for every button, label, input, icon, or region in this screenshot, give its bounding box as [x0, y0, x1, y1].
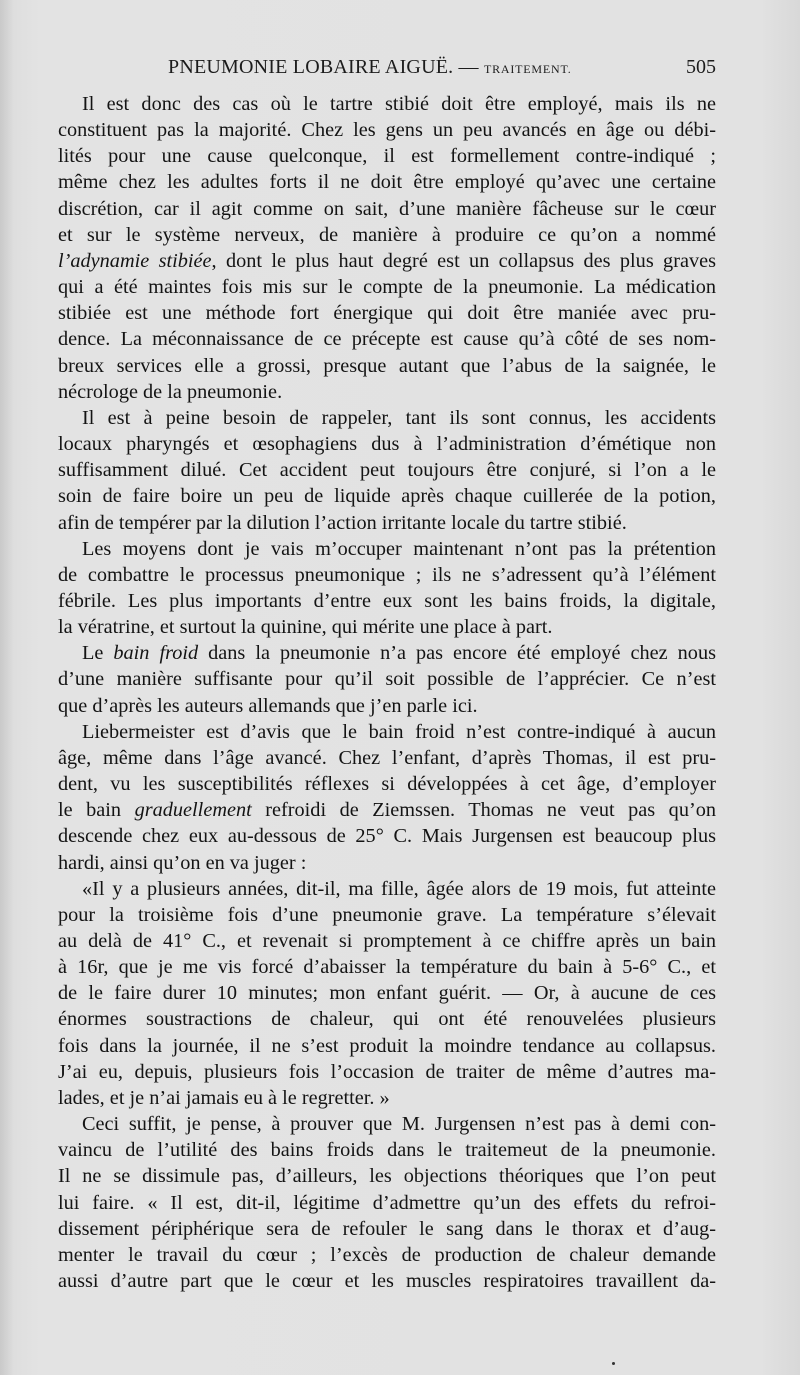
- text-line: nécrologe de la pneumonie.: [58, 380, 283, 403]
- paragraph: [34, 405, 716, 536]
- text-line: soin de faire boire un peu de liquide après chaque cuillerée de la potion,: [58, 485, 716, 508]
- text-line: à 16r, que je me vis forcé d’abaisser la température du bain à 5-6° C., et: [58, 956, 716, 979]
- text-line: J’ai eu, depuis, plusieurs fois l’occasion de traiter de même d’autres ma-: [58, 1060, 716, 1083]
- text-line: afin de tempérer par la dilution l’action irritante locale du tartre stibié.: [58, 511, 627, 534]
- text-line: discrétion, car il agit comme on sait, d’une manière fâcheuse sur le cœur: [58, 197, 716, 220]
- text-line: «Il y a plusieurs années, dit-il, ma fille, âgée alors de 19 mois, fut atteinte: [82, 877, 716, 900]
- text-line: lités pour une cause quelconque, il est formellement contre-indiqué ;: [58, 145, 716, 168]
- text-line: et sur le système nerveux, de manière à produire ce qu’on a nommé: [58, 223, 716, 246]
- text-line: la vératrine, et surtout la quinine, qui mérite une place à part.: [58, 616, 553, 639]
- text-line: menter le travail du cœur ; l’excès de production de chaleur demande: [58, 1243, 716, 1266]
- text-line: locaux pharyngés et œsophagiens dus à l’administration d’émétique non: [58, 433, 716, 456]
- text-line: Le bain froid dans la pneumonie n’a pas encore été employé chez nous: [82, 642, 716, 665]
- running-title: [168, 56, 572, 79]
- text-line: Les moyens dont je vais m’occuper maintenant n’ont pas la prétention: [82, 537, 716, 560]
- text-line: Il ne se dissimule pas, d’ailleurs, les objections théoriques que l’on peut: [58, 1165, 716, 1188]
- print-speck: [612, 1362, 615, 1365]
- text-line: dent, vu les susceptibilités réflexes si développées à cet âge, d’employer: [58, 773, 716, 796]
- text-line: lades, et je n’ai jamais eu à le regretter. »: [58, 1086, 390, 1109]
- text-line: Ceci suffit, je pense, à prouver que M. Jurgensen n’est pas à demi con-: [82, 1113, 716, 1136]
- text-line: constituent pas la majorité. Chez les gens un peu avancés en âge ou débi-: [58, 119, 716, 142]
- text-line: descende chez eux au-dessous de 25° C. Mais Jurgensen est beaucoup plus: [58, 825, 716, 848]
- paragraph: [34, 876, 716, 1111]
- text-line: que d’après les auteurs allemands que j’en parle ici.: [58, 694, 478, 717]
- text-line: énormes soustractions de chaleur, qui ont été renouvelées plusieurs: [58, 1008, 716, 1031]
- text-line: qui a été maintes fois mis sur le compte de la pneumonie. La médication: [58, 276, 716, 299]
- text-line: l’adynamie stibiée, dont le plus haut degré est un collapsus des plus graves: [58, 249, 716, 272]
- text-line: même chez les adultes forts il ne doit être employé qu’avec une certaine: [58, 171, 716, 194]
- text-line: Il est à peine besoin de rappeler, tant ils sont connus, les accidents: [82, 406, 716, 429]
- running-subtitle: TRAITEMENT.: [483, 62, 572, 76]
- text-line: lui faire. « Il est, dit-il, légitime d’admettre qu’un des effets du refroi-: [58, 1191, 716, 1214]
- text-line: vaincu de l’utilité des bains froids dans le traitemeut de la pneumonie.: [58, 1139, 716, 1162]
- text-line: hardi, ainsi qu’on en va juger :: [58, 851, 307, 874]
- text-line: d’une manière suffisante pour qu’il soit possible de l’apprécier. Ce n’est: [58, 668, 716, 691]
- text-line: breux services elle a grossi, presque autant que l’abus de la saignée, le: [58, 354, 716, 377]
- page-number: 505: [686, 56, 716, 78]
- text-line: âge, même dans l’âge avancé. Chez l’enfant, d’après Thomas, il est pru-: [58, 746, 716, 769]
- text-line: Liebermeister est d’avis que le bain froid n’est contre-indiqué à aucun: [82, 720, 716, 743]
- text-line: suffisamment dilué. Cet accident peut toujours être conjuré, si l’on a le: [58, 459, 716, 482]
- page-header: [34, 56, 716, 86]
- text-line: le bain graduellement refroidi de Ziemssen. Thomas ne veut pas qu’on: [58, 799, 717, 822]
- text-line: de combattre le processus pneumonique ; ils ne s’adressent qu’à l’élément: [58, 563, 716, 586]
- body-text: [34, 91, 716, 1294]
- paragraph: [34, 640, 716, 718]
- text-line: aussi d’autre part que le cœur et les muscles respiratoires travaillent da-: [58, 1270, 716, 1293]
- text-line: dissement périphérique sera de refouler le sang dans le thorax et d’aug-: [58, 1217, 716, 1240]
- paragraph: [34, 536, 716, 641]
- paragraph: [34, 719, 716, 876]
- text-line: au delà de 41° C., et revenait si promptement à ce chiffre après un bain: [58, 930, 716, 952]
- text-line: dence. La méconnaissance de ce précepte est cause qu’à côté de ses nom-: [58, 328, 716, 351]
- text-line: de le faire durer 10 minutes; mon enfant guérit. — Or, à aucune de ces: [58, 982, 716, 1005]
- text-line: stibiée est une méthode fort énergique qui doit être maniée avec pru-: [58, 302, 716, 325]
- paragraph: [34, 91, 716, 405]
- text-line: Il est donc des cas où le tartre stibié doit être employé, mais ils ne: [82, 93, 716, 115]
- text-line: fois dans la journée, il ne s’est produit la moindre tendance au collapsus.: [58, 1034, 716, 1057]
- text-line: pour la troisième fois d’une pneumonie grave. La température s’élevait: [58, 903, 716, 926]
- running-title-text: PNEUMONIE LOBAIRE AIGUË. —: [168, 56, 479, 78]
- paragraph: [34, 1111, 716, 1294]
- text-line: fébrile. Les plus importants d’entre eux sont les bains froids, la digitale,: [58, 589, 716, 612]
